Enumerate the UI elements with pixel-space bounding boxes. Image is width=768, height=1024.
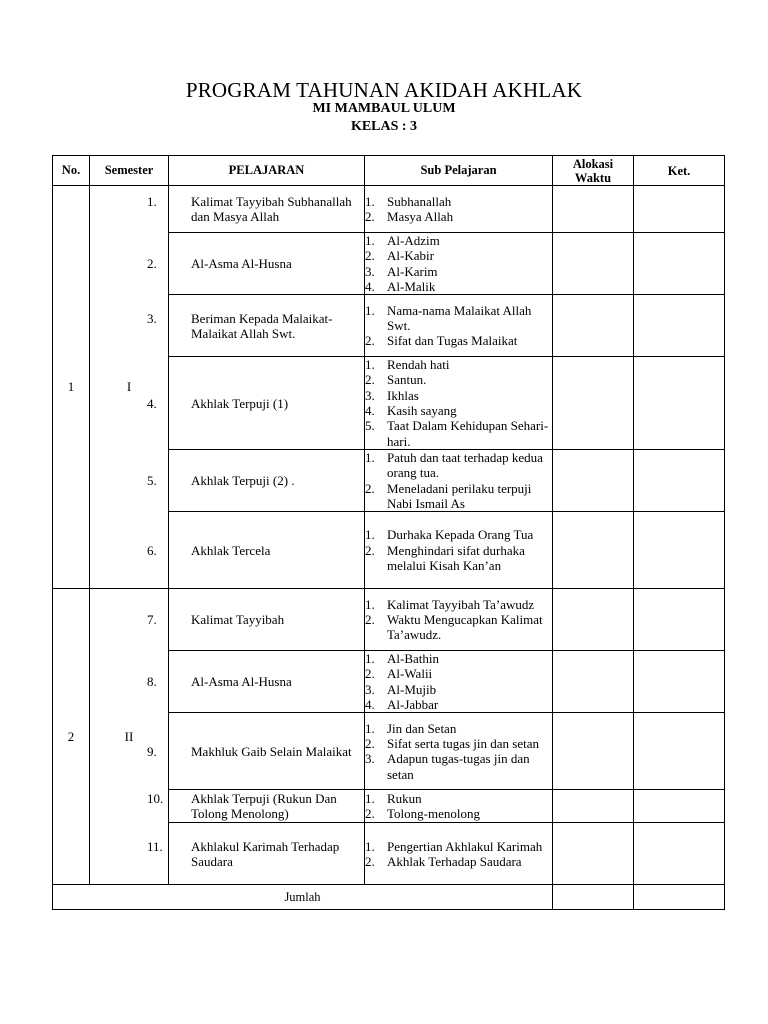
sub-pelajaran-number: 1. [365,193,375,209]
sub-pelajaran-text: Tolong-menolong [387,806,480,822]
alokasi-line1: Alokasi [572,156,614,171]
pelajaran-entry [147,473,364,489]
sub-pelajaran-text: Menghindari sifat durhaka melalui Kisah Kan’an [387,542,525,573]
sub-pelajaran-cell [365,790,553,823]
sub-pelajaran-text: Kasih sayang [387,403,457,419]
pelajaran-cell [147,651,365,713]
table-body [53,186,725,885]
alokasi-line2: Waktu [574,170,612,185]
sub-pelajaran-number: 1. [365,720,375,736]
sub-pelajaran-item [365,612,552,643]
sub-pelajaran-text: Santun. [387,372,427,388]
sub-pelajaran-number: 2. [365,333,375,349]
sub-pelajaran-item [365,388,552,403]
column-header-pelajaran: PELAJARAN [169,156,365,186]
pelajaran-title: Makhluk Gaib Selain Malaikat [191,743,352,759]
sub-pelajaran-number: 5. [365,418,375,434]
pelajaran-entry [147,194,364,224]
semester-label-cell: II [90,589,169,885]
sub-pelajaran-number: 1. [365,596,375,612]
sub-pelajaran-cell [365,295,553,357]
sub-pelajaran-number: 2. [365,480,375,496]
alokasi-waktu-cell [553,233,634,295]
total-row [53,885,725,910]
sub-pelajaran-text: Al-Kabir [387,248,434,264]
sub-pelajaran-item [365,597,552,612]
sub-pelajaran-number: 1. [365,651,375,667]
sub-pelajaran-number: 2. [365,853,375,869]
sub-pelajaran-item [365,854,552,869]
sub-pelajaran-item [365,418,552,449]
sub-pelajaran-cell [365,512,553,589]
column-header-sub-pelajaran: Sub Pelajaran [365,156,553,186]
sub-pelajaran-cell [365,823,553,885]
pelajaran-entry [147,791,364,822]
pelajaran-number: 2. [147,256,157,272]
sub-pelajaran-number: 1. [365,357,375,373]
sub-pelajaran-text: Taat Dalam Kehidupan Sehari-hari. [387,418,549,449]
sub-pelajaran-number: 1. [365,302,375,318]
alokasi-waktu-cell [553,651,634,713]
sub-pelajaran-number: 1. [365,838,375,854]
ket-cell [634,790,725,823]
semester-number-cell: 1 [53,186,90,589]
pelajaran-cell [147,449,365,511]
pelajaran-cell [147,512,365,589]
alokasi-waktu-cell [553,790,634,823]
pelajaran-title: Akhlak Terpuji (2) . [191,473,295,489]
sub-pelajaran-number: 3. [365,387,375,403]
ket-cell [634,713,725,790]
sub-pelajaran-text: Al-Adzim [387,233,440,248]
school-name: MI MAMBAUL ULUM [312,101,456,116]
alokasi-waktu-cell [553,823,634,885]
sub-pelajaran-text: Al-Karim [387,263,438,279]
sub-pelajaran-text: Subhanallah [387,193,452,209]
sub-pelajaran-text: Waktu Mengucapkan Kalimat Ta’awudz. [387,612,543,643]
sub-pelajaran-item [365,357,552,372]
document-title: PROGRAM TAHUNAN AKIDAH AKHLAK [185,78,583,102]
ket-cell [634,295,725,357]
pelajaran-cell [147,589,365,651]
sub-pelajaran-text: Al-Mujib [387,681,437,697]
sub-pelajaran-item [365,666,552,681]
ket-cell [634,589,725,651]
sub-pelajaran-item [365,791,552,806]
pelajaran-title: Akhlak Terpuji (Rukun Dan Tolong Menolong) [191,791,337,822]
table-row [53,186,725,233]
alokasi-waktu-cell [553,713,634,790]
sub-pelajaran-item [365,651,552,666]
sub-pelajaran-text: Al-Bathin [387,651,439,667]
sub-pelajaran-number: 4. [365,278,375,294]
sub-pelajaran-text: Durhaka Kepada Orang Tua [387,527,534,543]
sub-pelajaran-text: Sifat dan Tugas Malaikat [387,333,518,349]
sub-pelajaran-item [365,736,552,751]
pelajaran-entry [147,674,364,690]
alokasi-waktu-cell [553,449,634,511]
sub-pelajaran-item [365,751,552,782]
ket-cell [634,512,725,589]
pelajaran-title: Akhlak Tercela [191,542,271,558]
total-ket-cell [634,885,725,910]
sub-pelajaran-text: Rendah hati [387,357,450,373]
sub-pelajaran-number: 1. [365,527,375,543]
ket-cell [634,651,725,713]
sub-pelajaran-text: Ikhlas [387,387,419,403]
pelajaran-title: Kalimat Tayyibah Subhanallah dan Masya Allah [191,194,352,224]
pelajaran-number: 7. [147,612,157,628]
sub-pelajaran-item [365,721,552,736]
sub-pelajaran-item [365,279,552,294]
alokasi-waktu-cell [553,512,634,589]
sub-pelajaran-number: 2. [365,612,375,627]
pelajaran-cell [147,186,365,233]
sub-pelajaran-number: 2. [365,372,375,388]
alokasi-waktu-cell [553,357,634,450]
alokasi-waktu-cell [553,589,634,651]
sub-pelajaran-item [365,697,552,712]
sub-pelajaran-number: 2. [365,666,375,682]
sub-pelajaran-cell [365,357,553,450]
column-header-alokasi-waktu [553,156,634,186]
alokasi-waktu-cell [553,186,634,233]
pelajaran-title: Al-Asma Al-Husna [191,674,292,690]
pelajaran-cell [147,790,365,823]
sub-pelajaran-text: Kalimat Tayyibah Ta’awudz [387,596,535,612]
pelajaran-cell [147,357,365,450]
sub-pelajaran-text: Meneladani perilaku terpuji Nabi Ismail As [387,480,532,511]
pelajaran-number: 6. [147,542,157,558]
pelajaran-entry [147,256,364,272]
sub-pelajaran-item [365,527,552,542]
ket-cell [634,186,725,233]
sub-pelajaran-number: 2. [365,736,375,752]
class-label: KELAS : 3 [350,119,418,134]
semester-number-cell: 2 [53,589,90,885]
ket-cell [634,449,725,511]
sub-pelajaran-text: Akhlak Terhadap Saudara [387,853,522,869]
sub-pelajaran-item [365,839,552,854]
pelajaran-title: Kalimat Tayyibah [191,612,285,628]
sub-pelajaran-cell [365,713,553,790]
column-header-ket: Ket. [634,156,725,186]
pelajaran-entry [147,743,364,759]
ket-cell [634,357,725,450]
sub-pelajaran-item [365,403,552,418]
pelajaran-number: 4. [147,395,157,411]
sub-pelajaran-item [365,209,552,224]
sub-pelajaran-number: 2. [365,209,375,224]
table-row [53,589,725,651]
column-header-semester: Semester [90,156,169,186]
sub-pelajaran-item [365,450,552,481]
sub-pelajaran-item [365,303,552,334]
sub-pelajaran-item [365,372,552,387]
sub-pelajaran-text: Al-Jabbar [387,697,439,713]
sub-pelajaran-number: 4. [365,403,375,419]
sub-pelajaran-cell [365,449,553,511]
sub-pelajaran-cell [365,233,553,295]
sub-pelajaran-number: 2. [365,806,375,822]
pelajaran-title: Akhlak Terpuji (1) [191,395,289,411]
pelajaran-number: 3. [147,310,157,326]
pelajaran-number: 9. [147,743,157,759]
sub-pelajaran-text: Al-Walii [387,666,433,682]
sub-pelajaran-text: Nama-nama Malaikat Allah Swt. [387,302,532,334]
sub-pelajaran-number: 2. [365,248,375,264]
pelajaran-number: 10. [147,791,164,807]
pelajaran-number: 5. [147,473,157,489]
sub-pelajaran-text: Patuh dan taat terhadap kedua orang tua. [387,449,543,481]
sub-pelajaran-item [365,333,552,348]
sub-pelajaran-item [365,682,552,697]
sub-pelajaran-number: 3. [365,263,375,279]
pelajaran-entry [147,542,364,558]
sub-pelajaran-item [365,233,552,248]
sub-pelajaran-item [365,543,552,574]
sub-pelajaran-text: Pengertian Akhlakul Karimah [387,838,543,854]
total-alokasi-cell [553,885,634,910]
pelajaran-number: 1. [147,194,157,209]
pelajaran-title: Akhlakul Karimah Terhadap Saudara [191,838,340,869]
sub-pelajaran-number: 3. [365,751,375,767]
sub-pelajaran-text: Rukun [387,791,422,807]
sub-pelajaran-text: Masya Allah [387,209,454,224]
sub-pelajaran-number: 4. [365,697,375,713]
sub-pelajaran-item [365,248,552,263]
sub-pelajaran-number: 2. [365,542,375,558]
pelajaran-entry [147,395,364,411]
pelajaran-entry [147,612,364,628]
sub-pelajaran-text: Jin dan Setan [387,720,457,736]
pelajaran-entry [147,838,364,869]
pelajaran-entry [147,310,364,341]
sub-pelajaran-cell [365,589,553,651]
column-header-no: No. [53,156,90,186]
sub-pelajaran-text: Sifat serta tugas jin dan setan [387,736,539,752]
ket-cell [634,233,725,295]
pelajaran-title: Al-Asma Al-Husna [191,256,292,272]
sub-pelajaran-number: 3. [365,681,375,697]
sub-pelajaran-cell [365,186,553,233]
annual-program-table [52,155,725,910]
sub-pelajaran-item [365,481,552,512]
pelajaran-title: Beriman Kepada Malaikat-Malaikat Allah Swt. [191,310,333,341]
semester-label-cell: I [90,186,169,589]
sub-pelajaran-item [365,194,552,209]
pelajaran-cell [147,713,365,790]
sub-pelajaran-item [365,264,552,279]
alokasi-waktu-cell [553,295,634,357]
sub-pelajaran-text: Al-Malik [387,278,436,294]
sub-pelajaran-number: 1. [365,449,375,465]
table-header-row [53,156,725,186]
pelajaran-cell [147,295,365,357]
sub-pelajaran-number: 1. [365,791,375,807]
total-label: Jumlah [53,885,553,910]
pelajaran-number: 11. [147,838,163,854]
ket-cell [634,823,725,885]
sub-pelajaran-item [365,806,552,821]
sub-pelajaran-text: Adapun tugas-tugas jin dan setan [387,751,530,782]
pelajaran-cell [147,233,365,295]
pelajaran-number: 8. [147,674,157,690]
pelajaran-cell [147,823,365,885]
sub-pelajaran-cell [365,651,553,713]
sub-pelajaran-number: 1. [365,233,375,248]
